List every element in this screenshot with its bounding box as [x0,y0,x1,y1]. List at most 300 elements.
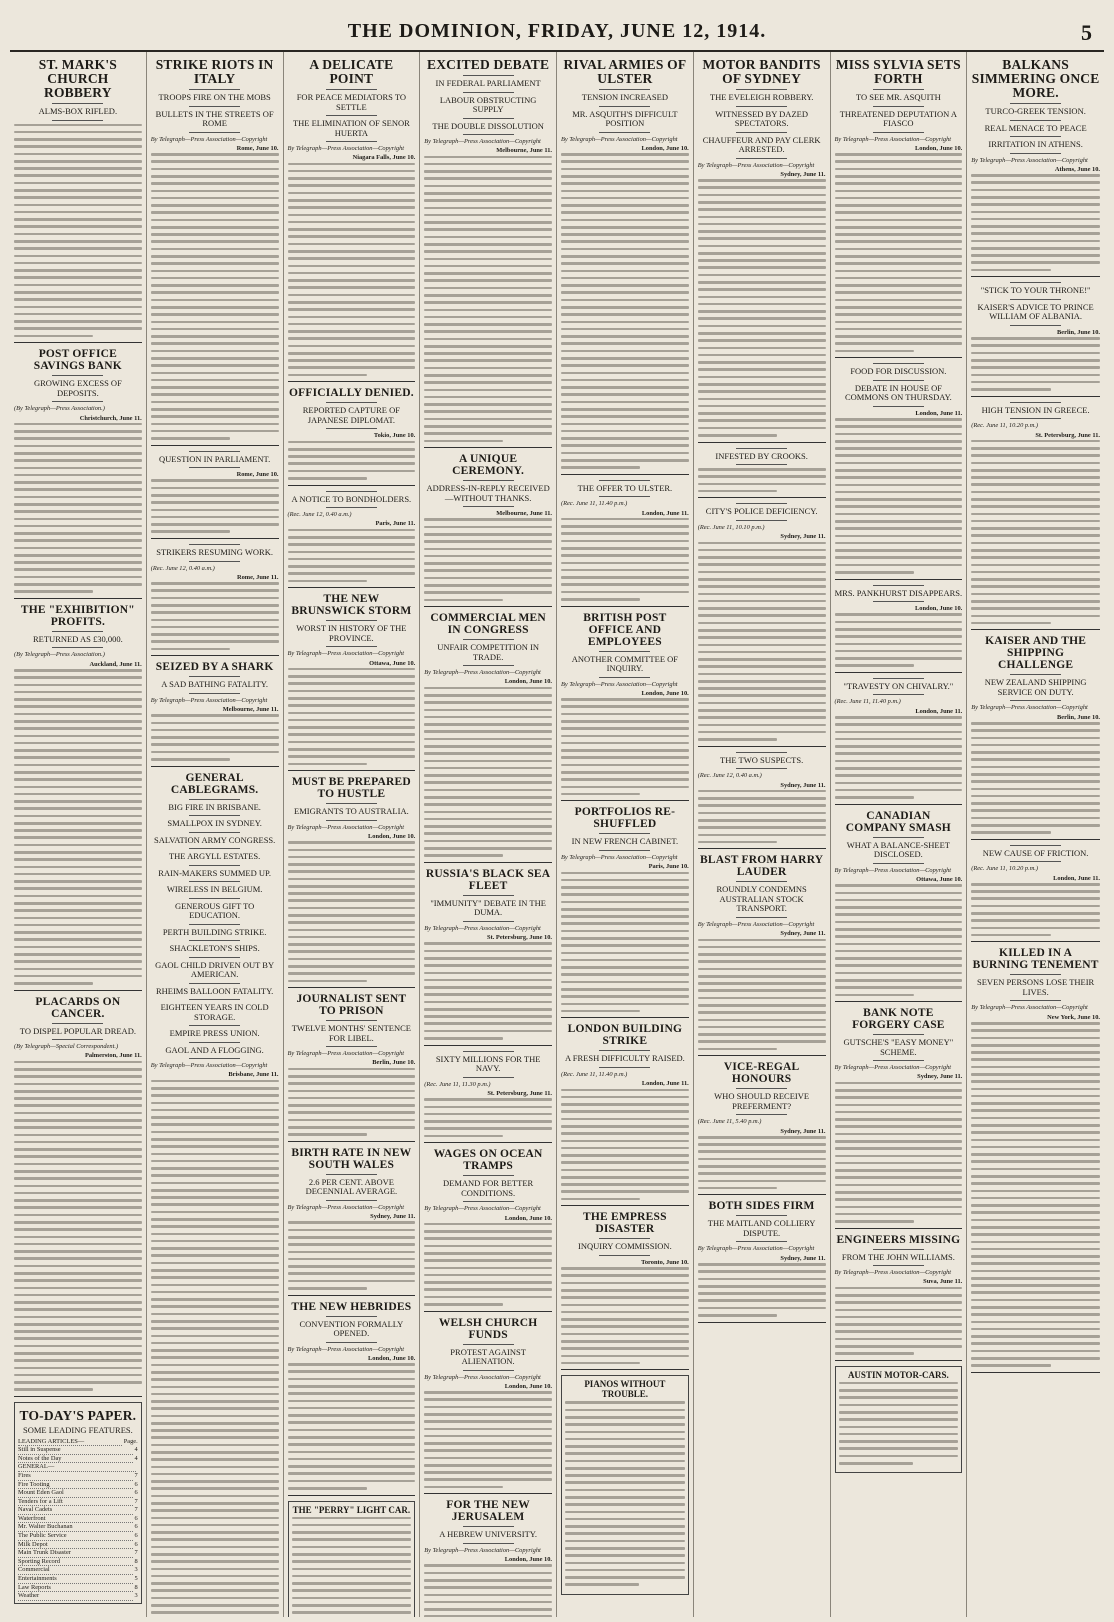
text-line [971,181,1100,184]
text-line [151,494,279,497]
text-line [565,1511,685,1514]
subheadline: TO SEE MR. ASQUITH [855,92,941,102]
text-line [561,727,689,730]
text-line [835,535,963,538]
byline: (By Telegraph—Special Correspondent.) [14,1043,119,1051]
subheadline: THE EVELEIGH ROBBERY. [709,92,814,102]
text-line [424,1252,552,1255]
text-line [288,286,416,289]
text-line [288,980,367,983]
article [151,58,279,440]
text-line [292,1538,412,1541]
text-line [151,1123,279,1126]
divider-rule [189,999,240,1000]
text-line [424,979,552,982]
text-line [835,556,963,559]
headline: RUSSIA'S BLACK SEA FLEET [425,867,551,892]
article-body-text [288,529,416,583]
byline: (Rec. June 11, 11.40 p.m.) [561,1070,628,1078]
text-line [835,1089,963,1092]
text-line [424,163,552,166]
text-line [971,1139,1100,1142]
text-line [288,272,416,275]
text-line [424,440,503,443]
text-line [288,1465,416,1468]
article-body-text [151,714,279,760]
text-line [561,1267,689,1270]
text-line [698,651,826,654]
text-line [288,250,416,253]
text-line [971,1364,1051,1367]
text-line [288,878,416,881]
headline: THE NEW BRUNSWICK STORM [291,593,412,618]
text-line [151,729,279,732]
article-separator [971,276,1100,277]
text-line [698,622,826,625]
text-line [292,1531,412,1534]
article-separator [835,1360,963,1361]
text-line [698,1270,826,1273]
text-line [835,211,963,214]
text-line [14,1250,142,1253]
byline: (Rec. June 11, 10.20 p.m.) [971,422,1039,430]
text-line [835,190,963,193]
text-line [288,1458,416,1461]
text-line [971,1175,1100,1178]
dateline: London, June 11. [641,1080,689,1088]
divider-rule [1010,700,1062,701]
toc-row [18,1566,138,1575]
subheadline: "STICK TO YOUR THRONE!" [980,285,1091,296]
text-line [971,1313,1100,1316]
text-line [14,240,142,243]
divider-rule [189,983,240,984]
text-line [14,255,142,258]
divider-rule [1010,845,1062,846]
text-line [561,226,689,229]
article [698,503,826,740]
text-line [14,233,142,236]
text-line [835,1316,963,1319]
text-line [561,1176,689,1179]
text-line [561,713,689,716]
divider-rule [463,134,514,135]
text-line [971,919,1100,922]
divider-rule [189,1042,240,1043]
text-line [288,337,416,340]
toc-page: 5 [134,1575,138,1583]
article [288,593,416,765]
text-line [835,1191,963,1194]
toc-label: LEADING ARTICLES— [18,1438,122,1447]
text-line [14,880,142,883]
text-line [14,924,142,927]
text-line [971,1080,1100,1083]
article-body-text [698,542,826,741]
text-line [151,1444,279,1447]
byline: By Telegraph—Press Association—Copyright [971,704,1088,712]
text-line [14,554,142,557]
text-line [151,1371,279,1374]
text-line [151,255,279,258]
text-line [835,782,963,785]
article-body-text [835,613,963,667]
text-line [292,1589,412,1592]
subheadline: THREATENED DEPUTATION A FIASCO [839,108,958,128]
dateline: Ottawa, June 10. [369,659,416,667]
text-line [698,939,826,942]
text-line [288,279,416,282]
article-separator [288,1295,416,1296]
text-line [424,410,552,413]
divider-rule [189,898,240,899]
subheadline: 2.6 PER CENT. ABOVE DECENNIAL AVERAGE. [305,1176,398,1197]
text-line [698,731,826,734]
text-line [561,1296,689,1299]
text-line [14,946,142,949]
text-line [565,1416,685,1419]
divider-rule [463,1201,514,1202]
text-line [151,1473,279,1476]
text-line [424,847,552,850]
text-line [151,1582,279,1585]
text-line [561,562,689,565]
text-line [151,270,279,273]
article-separator [971,941,1100,942]
text-line [835,1125,963,1128]
text-line [151,393,279,396]
text-line [14,815,142,818]
subheadline: TO DISPEL POPULAR DREAD. [19,1025,136,1036]
byline: (Rec. June 11, 11.40 p.m.) [834,698,901,706]
divider-rule [189,799,240,800]
dateline: Palmerston, June 11. [84,1052,142,1060]
text-line [561,1274,689,1277]
text-line [151,1611,279,1614]
text-line [971,802,1100,805]
text-line [424,367,552,370]
text-line [151,1182,279,1185]
text-line [14,968,142,971]
text-line [561,175,689,178]
text-line [14,1243,142,1246]
text-line [424,1030,552,1033]
text-line [14,1359,142,1362]
text-line [14,561,142,564]
text-line [835,1309,963,1312]
subheadline: TENSION INCREASED [581,92,668,102]
dateline: Sydney, June 11. [780,170,826,178]
text-line [424,1135,503,1138]
text-line [288,477,367,480]
subheadline: THE OFFER TO ULSTER. [577,482,673,493]
text-line [292,1560,412,1563]
text-line [561,532,689,535]
article [151,772,279,1617]
text-line [424,236,552,239]
toc-row [18,1472,138,1481]
byline: (By Telegraph—Press Association.) [14,651,105,659]
subheadline: RAIN-MAKERS SUMMED UP. [158,867,271,878]
text-line [835,935,963,938]
text-line [698,252,826,255]
text-line [835,789,963,792]
dateline: Berlin, June 10. [1057,713,1100,721]
text-line [561,1010,640,1013]
text-line [14,1155,142,1158]
text-line [971,1291,1100,1294]
subheadline: WIRELESS IN BELGIUM. [166,884,263,895]
text-line [971,254,1100,257]
text-line [698,724,826,727]
text-line [14,1170,142,1173]
text-line [561,952,689,955]
dateline: Sydney, June 11. [780,930,826,938]
text-line [424,709,552,712]
text-line [424,577,552,580]
text-line [288,243,416,246]
headline: MUST BE PREPARED TO HUSTLE [291,776,411,801]
text-line [14,822,142,825]
text-line [14,1148,142,1151]
subheadline: CONVENTION FORMALLY OPENED. [299,1318,404,1339]
text-line [561,393,689,396]
text-line [14,291,142,294]
text-line [14,866,142,869]
text-line [288,294,416,297]
byline: By Telegraph—Press Association—Copyright [834,866,952,874]
byline: By Telegraph—Press Association—Copyright [287,1203,405,1211]
text-line [151,1225,279,1228]
text-line [971,1204,1100,1207]
text-line [14,327,142,330]
text-line [835,1330,963,1333]
text-line [698,665,826,668]
text-line [14,481,142,484]
text-line [698,607,826,610]
text-line [839,1418,959,1421]
article [14,348,142,593]
text-line [565,1460,685,1463]
text-line [698,245,826,248]
text-line [14,284,142,287]
text-line [971,454,1100,457]
text-line [971,225,1100,228]
text-line [835,440,963,443]
subheadline: NEW ZEALAND SHIPPING SERVICE ON DUTY. [984,677,1087,697]
text-line [561,190,689,193]
text-line [561,1289,689,1292]
subheadline: THE TWO SUSPECTS. [720,754,804,765]
text-line [292,1546,412,1549]
text-line [151,611,279,614]
article-separator [561,606,689,607]
text-line [151,379,279,382]
text-line [971,564,1100,567]
text-line [288,455,416,458]
article-body-text [565,1401,685,1586]
text-line [839,1382,959,1385]
dateline: London, June 11. [641,509,689,517]
text-line [835,1082,963,1085]
text-line [561,277,689,280]
text-line [288,899,416,902]
text-line [292,1568,412,1571]
divider-rule [873,106,924,107]
text-line [835,760,963,763]
text-line [288,1097,416,1100]
text-line [835,505,963,508]
text-line [14,503,142,506]
text-line [698,405,826,408]
subheadline: KAISER'S ADVICE TO PRINCE WILLIAM OF ALBANIA. [977,301,1094,322]
text-line [151,751,279,754]
text-line [14,247,142,250]
divider-rule [326,402,377,403]
text-line [288,914,416,917]
byline: By Telegraph—Press Association—Copyright [834,1064,952,1072]
text-line [14,735,142,738]
text-line [14,298,142,301]
text-line [151,597,279,600]
text-line [14,742,142,745]
text-line [561,153,689,156]
text-line [839,1462,913,1465]
toc-page: 6 [134,1540,138,1548]
text-line [561,540,689,543]
text-line [14,676,142,679]
text-line [288,668,416,671]
article-body-text [288,1363,416,1489]
article [971,58,1100,271]
headline: THE "EXHIBITION" PROFITS. [20,603,135,628]
text-line [14,1388,93,1391]
headline: JOURNALIST SENT TO PRISON [296,993,407,1018]
text-line [971,1233,1100,1236]
text-line [565,1554,685,1557]
text-line [424,258,552,261]
article [288,1301,416,1490]
dateline: St. Petersburg, June 11. [487,1089,552,1097]
text-line [971,359,1100,362]
text-line [14,953,142,956]
headline: ENGINEERS MISSING [836,1233,961,1246]
advertisement-title: PIANOS WITHOUT TROUBLE. [584,1379,666,1400]
divider-rule [189,1025,240,1026]
dateline: London, June 11. [915,707,963,715]
text-line [14,1097,142,1100]
text-line [424,1245,552,1248]
toc-page: 6 [134,1489,138,1497]
dateline: London, June 10. [504,1214,552,1222]
subheadline: STRIKERS RESUMING WORK. [156,547,273,558]
text-line [561,1161,689,1164]
text-line [835,153,963,156]
text-line [565,1431,685,1434]
divider-rule [873,585,924,586]
text-line [424,1098,552,1101]
text-line [14,1221,142,1224]
text-line [14,430,142,433]
text-line [561,1190,689,1193]
text-line [698,997,826,1000]
byline: By Telegraph—Press Association—Copyright [150,1062,268,1070]
divider-rule [463,1370,514,1371]
text-line [14,1345,142,1348]
text-line [14,335,93,338]
article [971,947,1100,1366]
text-line [151,1480,279,1483]
subheadline: FOOD FOR DISCUSSION. [850,366,947,377]
divider-rule [736,132,787,133]
subheadline: SHACKLETON'S SHIPS. [169,943,260,954]
byline: By Telegraph—Press Association—Copyright [834,1269,952,1277]
text-line [698,194,826,197]
divider-rule [736,520,787,521]
article [835,678,963,799]
text-line [14,713,142,716]
text-line [424,1442,552,1445]
text-line [698,354,826,357]
subheadline: SEVEN PERSONS LOSE THEIR LIVES. [977,977,1095,997]
text-line [971,773,1100,776]
article-separator [288,987,416,988]
text-line [561,591,689,594]
divider-rule [736,89,787,90]
article-separator [424,447,552,448]
text-line [971,1102,1100,1105]
divider-rule [599,496,650,497]
text-line [971,513,1100,516]
text-line [698,644,826,647]
text-line [561,306,689,309]
subheadline: IN FEDERAL PARLIAMENT [435,78,541,88]
article-separator [698,1322,826,1323]
text-line [424,1237,552,1240]
headline: BALKANS SIMMERING ONCE MORE. [971,57,1100,100]
text-line [835,270,963,273]
text-line [424,243,552,246]
text-line [424,599,503,602]
subheadline: A HEBREW UNIVERSITY. [439,1529,537,1540]
text-line [424,338,552,341]
text-line [151,1451,279,1454]
text-line [835,621,963,624]
subheadline: REPORTED CAPTURE OF JAPANESE DIPLOMAT. [302,405,400,425]
text-line [835,716,963,719]
article-separator [835,1001,963,1002]
text-line [288,374,367,377]
divider-rule [873,132,924,133]
text-line [561,415,689,418]
text-line [971,352,1100,355]
page-number: 5 [1081,20,1092,45]
subheadline: "IMMUNITY" DEBATE IN THE DUMA. [430,897,546,918]
text-line [561,1355,689,1358]
subheadline: ADDRESS-IN-REPLY RECEIVED—WITHOUT THANKS. [426,483,550,503]
divider-rule [326,1342,377,1343]
text-line [424,1486,503,1489]
text-line [151,1575,279,1578]
article-body-text [292,1517,412,1617]
text-line [14,1301,142,1304]
text-line [561,342,689,345]
subheadline: RHEIMS BALLOON FATALITY. [155,985,274,996]
text-line [561,335,689,338]
dateline: Brisbane, June 11. [228,1071,279,1079]
divider-rule [599,89,650,90]
text-line [151,1429,279,1432]
